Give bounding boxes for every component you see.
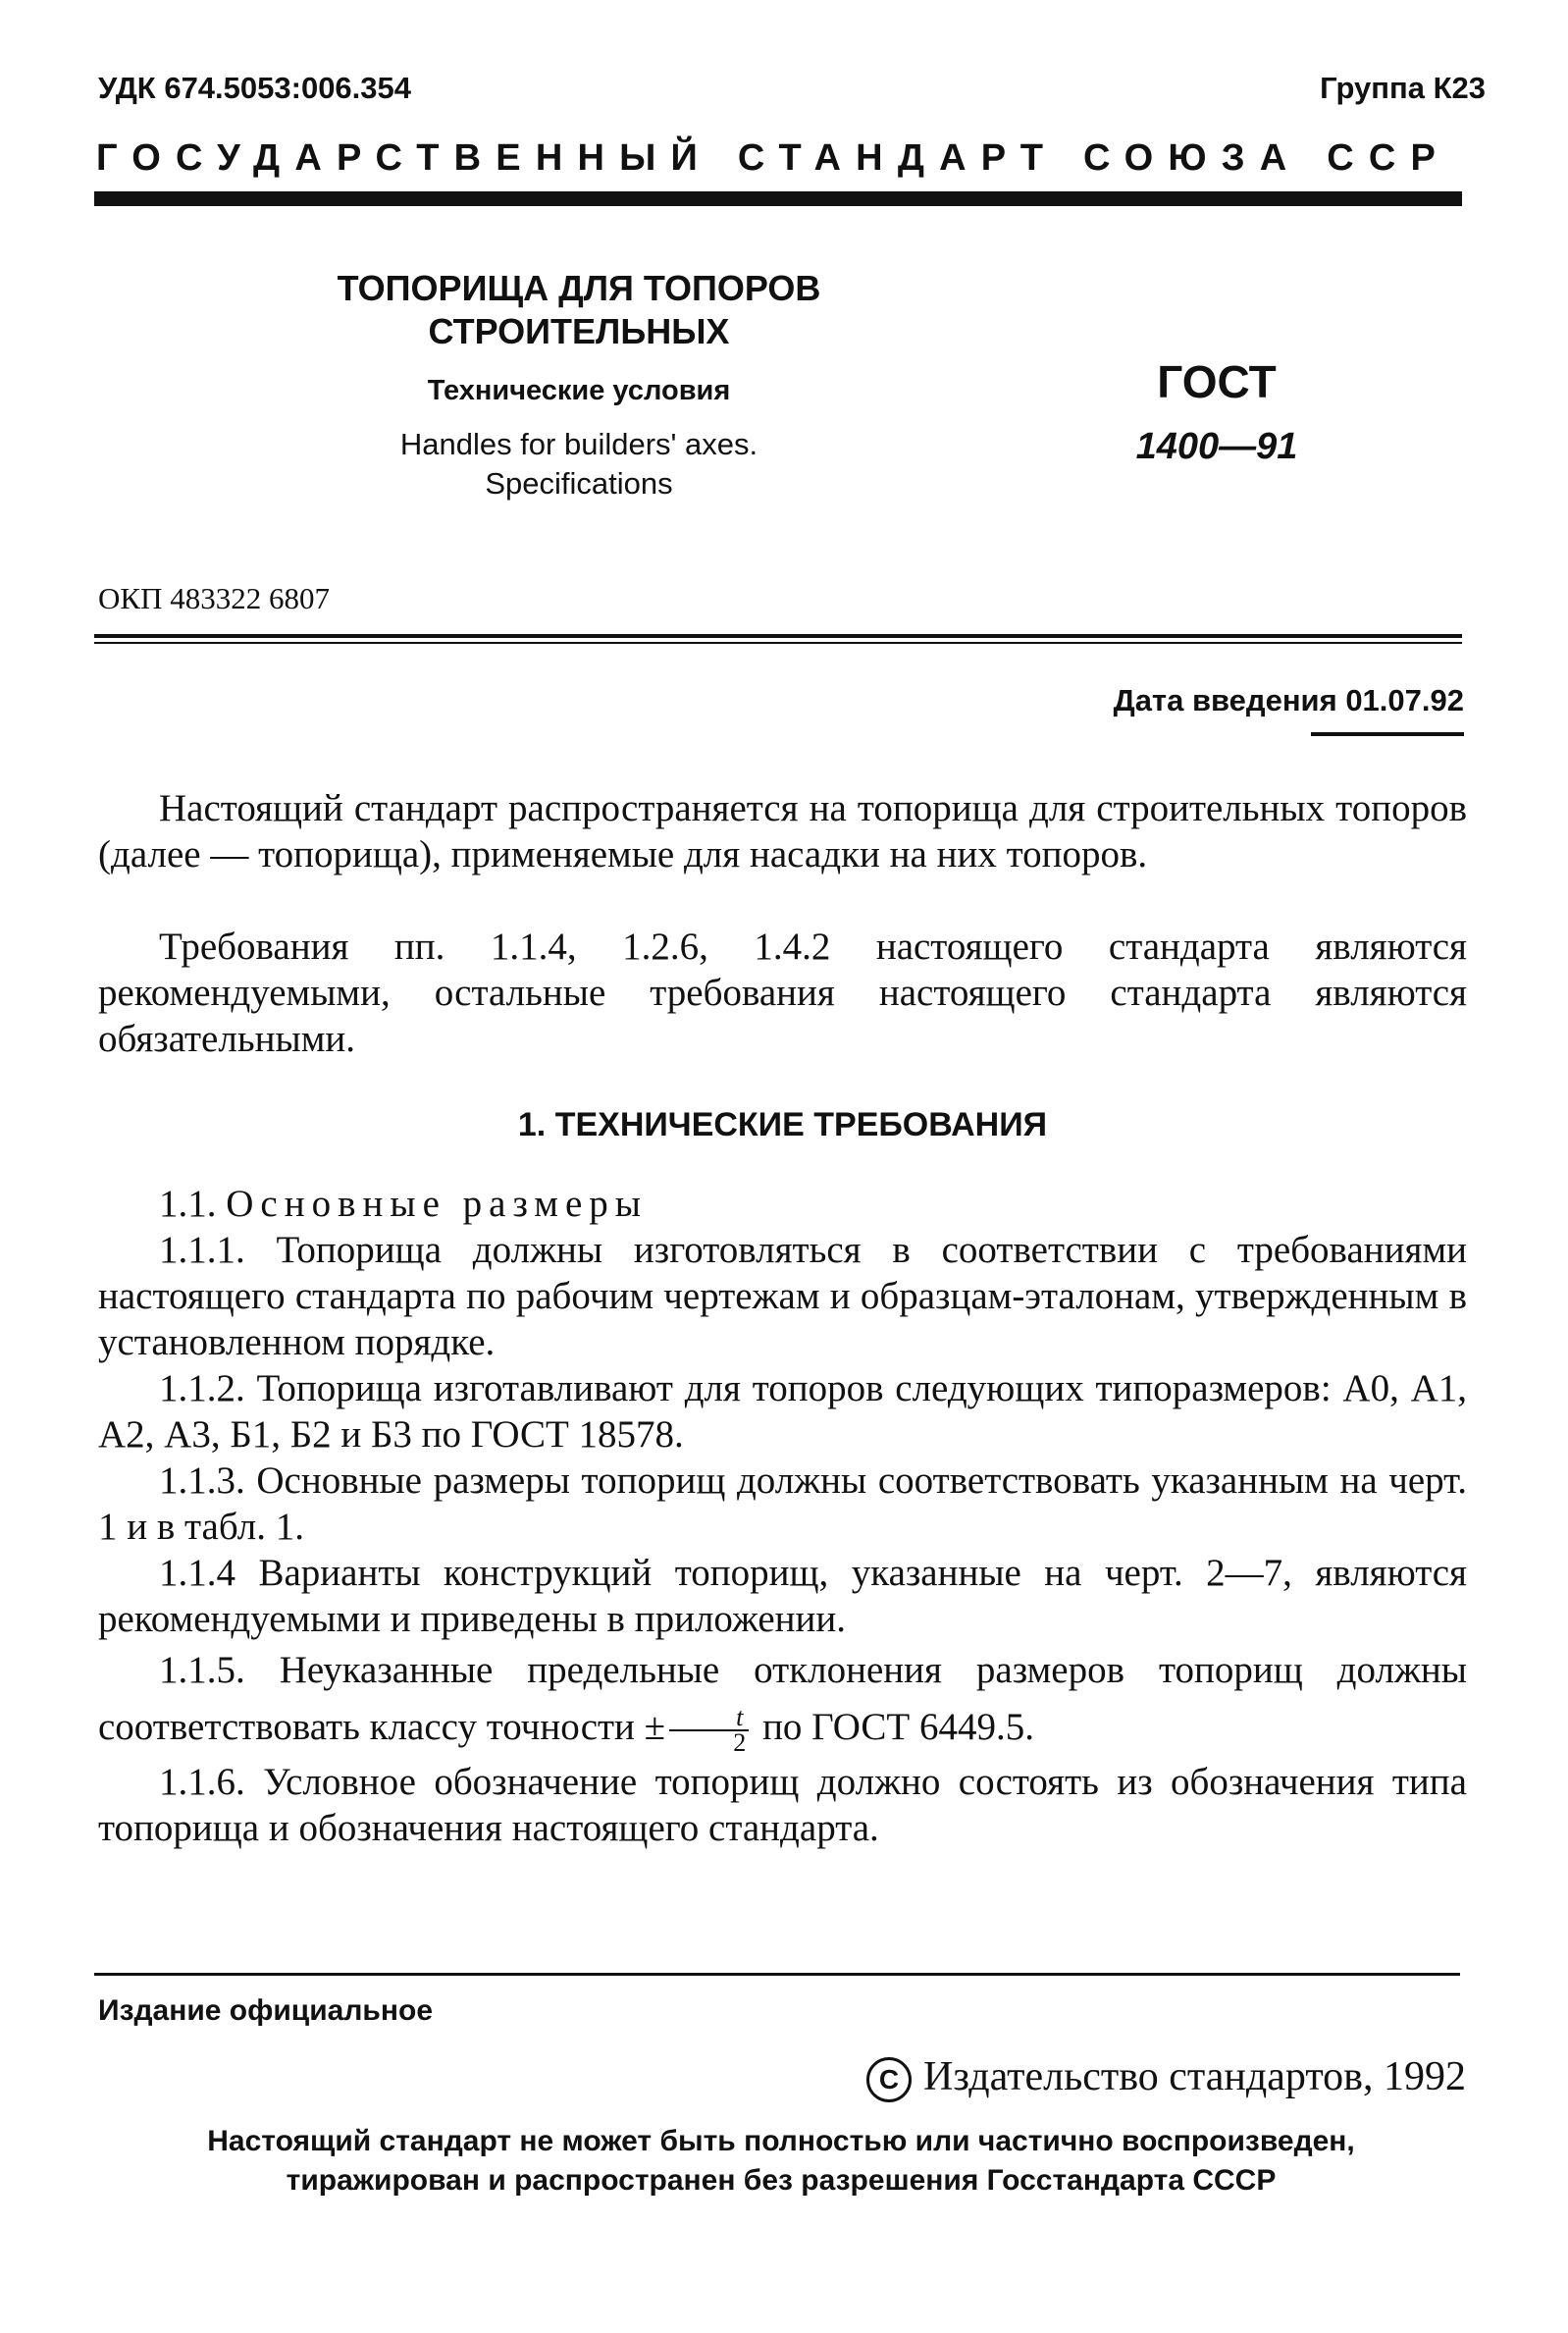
okp-divider-thin bbox=[94, 642, 1462, 644]
title-line-2: СТРОИТЕЛЬНЫХ bbox=[428, 311, 730, 351]
intro-paragraph-1: Настоящий стандарт распространяется на топорища для строительных топоров (далее — топорища), применяемые для насадки на них топоров. bbox=[98, 787, 1467, 875]
publisher-text: Издательство стандартов, 1992 bbox=[923, 2054, 1466, 2099]
publisher bbox=[866, 2053, 1466, 2102]
reproduction-notice bbox=[94, 2122, 1468, 2200]
udk-code: УДК 674.5053:006.354 bbox=[98, 71, 412, 105]
header-divider bbox=[94, 191, 1462, 206]
gost-number: 1400—91 bbox=[1135, 426, 1298, 467]
subsection-heading bbox=[98, 1181, 1467, 1227]
paragraph-1-1-1: 1.1.1. Топорища должны изготовляться в соответствии с требованиями настоящего стандарта по рабочим чертежам и образцам-эталонам, утвержденным в установленном порядке. bbox=[98, 1229, 1467, 1363]
edition-label: Издание официальное bbox=[98, 1994, 434, 2027]
paragraph-1-1-2: 1.1.2. Топорища изготавливают для топоров следующих типоразмеров: А0, А1, А2, А3, Б1, Б2 и Б3 по ГОСТ 18578. bbox=[98, 1367, 1467, 1456]
accuracy-fraction bbox=[669, 1703, 749, 1758]
paragraph-1-1-3: 1.1.3. Основные размеры топорищ должны соответствовать указанным на черт. 1 и в табл. 1. bbox=[98, 1459, 1467, 1548]
intro-paragraph-2: Требования пп. 1.1.4, 1.2.6, 1.4.2 настоящего стандарта являются рекомендуемыми, остальные требования настоящего стандарта являются обязательными. bbox=[98, 926, 1467, 1060]
group-code: Группа К23 bbox=[1320, 71, 1486, 105]
date-underline bbox=[1311, 732, 1464, 736]
paragraph-1-1-6: 1.1.6. Условное обозначение топорищ должно состоять из обозначения типа топорища и обозначения настоящего стандарта. bbox=[98, 1761, 1467, 1849]
copyright-icon: С bbox=[866, 2057, 912, 2102]
title-subtitle: Технические условия bbox=[427, 375, 731, 406]
title-line-1: ТОПОРИЩА ДЛЯ ТОПОРОВ bbox=[337, 268, 821, 308]
title-block bbox=[294, 267, 863, 504]
reproduction-notice-line-2: тиражирован и распространен без разрешения Госстандарта СССР bbox=[286, 2164, 1277, 2197]
okp-divider bbox=[94, 634, 1462, 638]
paragraph-1-1-5-text: 1.1.5. Неуказанные предельные отклонения размеров топорищ должны соответствовать классу точности ± bbox=[98, 1649, 1467, 1748]
subsection-number: 1.1. bbox=[159, 1183, 217, 1225]
reproduction-notice-line-1: Настоящий стандарт не может быть полностью или частично воспроизведен, bbox=[207, 2125, 1355, 2157]
paragraph-1-1-5 bbox=[98, 1642, 1467, 1756]
section-title: 1. ТЕХНИЧЕСКИЕ ТРЕБОВАНИЯ bbox=[517, 1106, 1048, 1143]
title-english bbox=[294, 425, 863, 504]
footer-divider bbox=[94, 1973, 1460, 1976]
paragraph-1-1-5-tail: по ГОСТ 6449.5. bbox=[762, 1706, 1034, 1748]
state-standard-banner: ГОСУДАРСТВЕННЫЙ СТАНДАРТ СОЮЗА ССР bbox=[96, 137, 1451, 179]
gost-label: ГОСТ bbox=[1157, 356, 1277, 407]
title-english-line-1: Handles for builders' axes. bbox=[399, 427, 758, 461]
title-english-line-2: Specifications bbox=[485, 466, 673, 501]
gost-block bbox=[1119, 355, 1315, 468]
fraction-numerator: t bbox=[669, 1706, 749, 1731]
fraction-denominator: 2 bbox=[733, 1728, 747, 1758]
okp-code: ОКП 483322 6807 bbox=[98, 581, 330, 615]
subsection-title: Основные размеры bbox=[226, 1183, 649, 1225]
introduction-date: Дата введения 01.07.92 bbox=[1113, 683, 1464, 717]
paragraph-1-1-4: 1.1.4 Варианты конструкций топорищ, указанные на черт. 2—7, являются рекомендуемыми и приведены в приложении. bbox=[98, 1552, 1467, 1640]
